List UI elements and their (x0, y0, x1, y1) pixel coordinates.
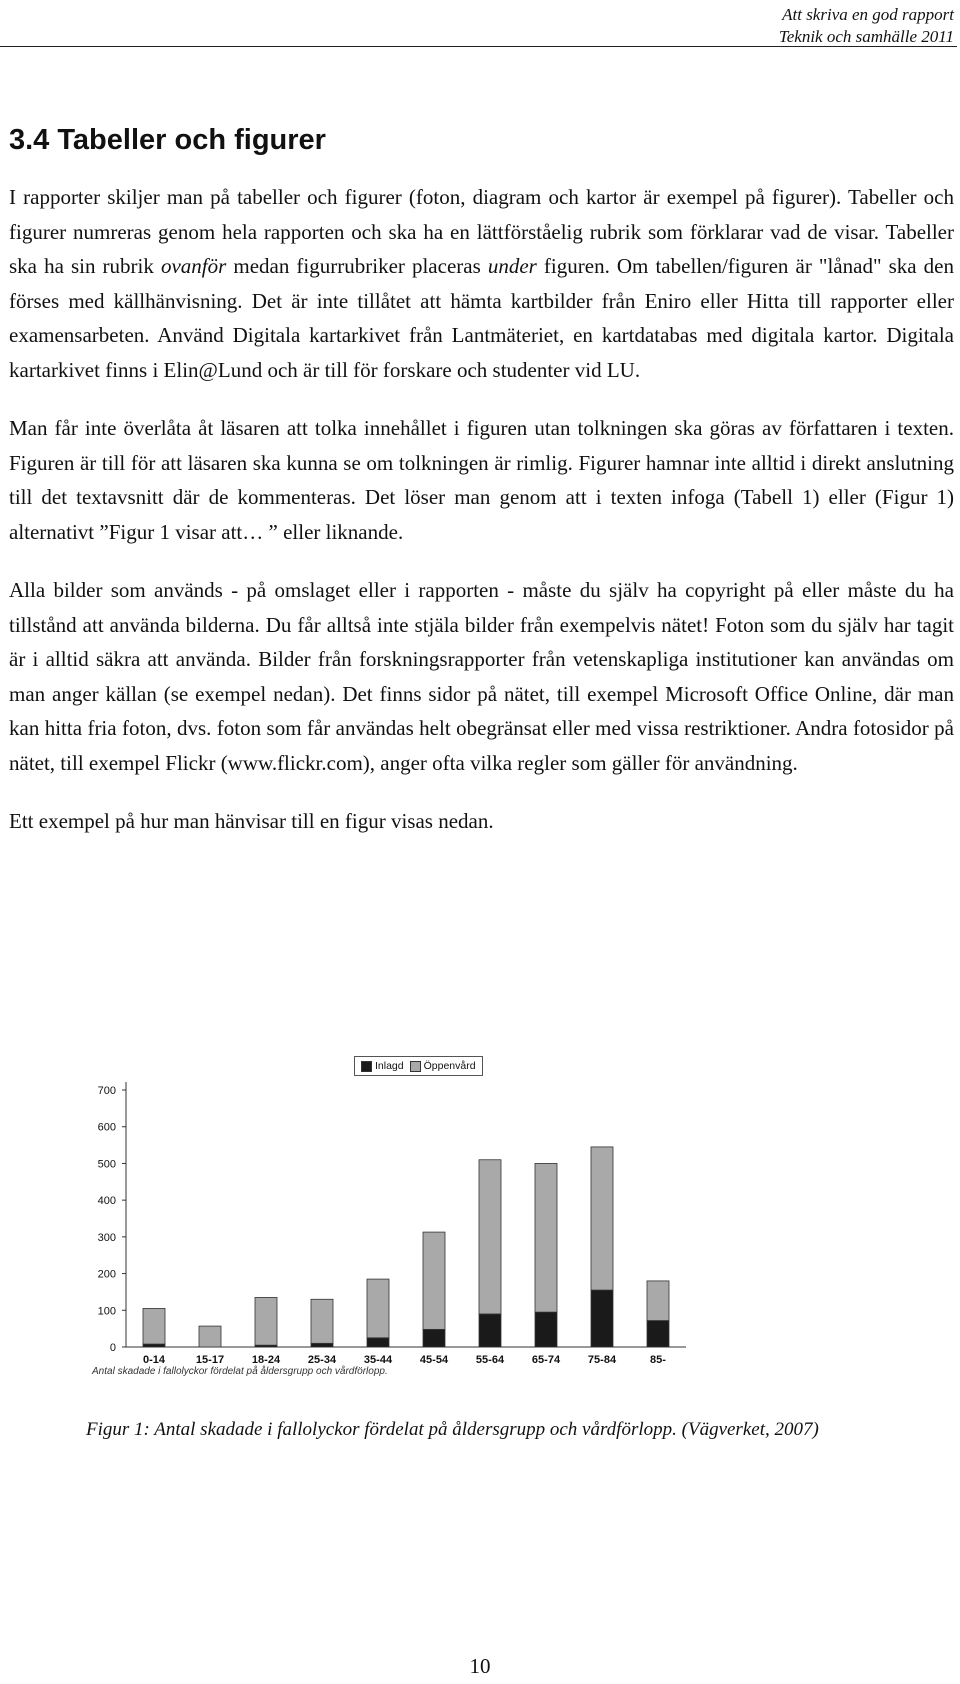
bar-oppenvard (199, 1326, 221, 1347)
paragraph-text: medan figurrubriker placeras (226, 254, 488, 278)
paragraph-text: figuren. Om tabellen/figuren är "lånad" ska den förses med källhänvisning. Det är inte tillåtet att hämta kartbilder från Eniro eller Hitta till rapporter eller examensarbeten. Använd Digitala kartarkivet från Lantmäteriet, en kartdatabas med digitala kartor. Digitala kartarkivet finns i Elin@Lund och är till för forskare och studenter vid LU. (9, 254, 954, 382)
x-tick-label: 85- (650, 1354, 666, 1366)
x-tick-label: 15-17 (195, 1354, 225, 1366)
bar-oppenvard (423, 1232, 445, 1329)
bar-inlagd (367, 1338, 389, 1347)
paragraph-interpretation: Man får inte överlåta åt läsaren att tolka innehållet i figuren utan tolkningen ska göras av författaren i texten. Figuren är till för att läsaren ska kunna se om tolkningen är rimlig. Figurer hamnar inte alltid i direkt anslutning till det textavsnitt där de kommenteras. Det löser man genom att i texten infoga (Tabell 1) eller (Figur 1) alternativt ”Figur 1 visar att… ” eller liknande. (9, 416, 954, 544)
y-tick-label: 500 (97, 1158, 116, 1171)
y-tick-label: 400 (97, 1195, 116, 1208)
legend-swatch-inlagd (361, 1061, 372, 1072)
x-tick-label: 35-44 (363, 1354, 393, 1366)
bar-inlagd (535, 1312, 557, 1347)
bar-oppenvard (591, 1147, 613, 1290)
x-tick-label: 25-34 (307, 1354, 337, 1366)
bar-oppenvard (535, 1163, 557, 1312)
header-divider (0, 46, 957, 47)
bar-inlagd (423, 1329, 445, 1347)
legend-entry-oppenvard (410, 1060, 476, 1072)
legend-entry-inlagd (361, 1060, 404, 1072)
emphasis-above: ovanför (160, 254, 227, 278)
bar-oppenvard (479, 1160, 501, 1314)
bar-oppenvard (367, 1279, 389, 1338)
bar-oppenvard (143, 1308, 165, 1344)
figure-caption: Figur 1: Antal skadade i fallolyckor fördelat på åldersgrupp och vårdförlopp. (Vägverket, 2007) (86, 1419, 819, 1440)
bar-oppenvard (647, 1281, 669, 1321)
y-tick-label: 0 (109, 1342, 116, 1354)
y-tick-label: 700 (97, 1085, 116, 1097)
page-number: 10 (469, 1654, 491, 1678)
paragraph-copyright: Alla bilder som används - på omslaget eller i rapporten - måste du själv ha copyright på eller måste du ha tillstånd att använda bilderna. Du får alltså inte stjäla bilder från exempelvis nätet! Foton som du själv har tagit är i alltid säkra att använda. Bilder från forskningsrapporter från vetenskapliga institutioner kan användas om man anger källan (se exempel nedan). Det finns sidor på nätet, till exempel Microsoft Office Online, där man kan hitta fria foton, dvs. foton som får användas helt obegränsat eller med vissa restriktioner. Andra fotosidor på nätet, till exempel Flickr (www.flickr.com), anger ofta vilka regler som gäller för användning. (9, 578, 954, 775)
running-header (354, 4, 954, 48)
bar-oppenvard (311, 1299, 333, 1343)
body-text (9, 180, 954, 863)
emphasis-below: under (487, 254, 537, 278)
paragraph-text: I rapporter skiljer man på tabeller och figurer (foton, diagram och kartor är exempel på figurer). Tabeller och figurer numreras genom hela rapporten och ska ha en lättförståelig rubrik som förklarar vad de visar. Tabeller ska ha sin rubrik (9, 185, 954, 278)
bar-oppenvard (255, 1297, 277, 1345)
section-heading: 3.4 Tabeller och figurer (9, 124, 326, 156)
paragraph-example-intro: Ett exempel på hur man hänvisar till en figur visas nedan. (9, 809, 494, 833)
bar-chart (86, 1052, 726, 1382)
x-tick-label: 18-24 (251, 1354, 281, 1366)
bar-inlagd (479, 1314, 501, 1347)
legend-label-oppenvard: Öppenvård (423, 1060, 476, 1072)
bar-inlagd (591, 1290, 613, 1347)
x-tick-label: 55-64 (475, 1354, 505, 1366)
x-tick-label: 0-14 (142, 1354, 166, 1366)
chart-canvas (86, 1052, 726, 1382)
y-tick-label: 100 (97, 1305, 116, 1318)
bar-inlagd (647, 1321, 669, 1347)
y-tick-label: 300 (97, 1231, 116, 1244)
x-tick-label: 75-84 (587, 1354, 617, 1366)
legend-label-inlagd: Inlagd (375, 1060, 404, 1072)
legend-swatch-oppenvard (410, 1061, 421, 1072)
x-tick-label: 45-54 (419, 1354, 449, 1366)
y-tick-label: 600 (97, 1121, 116, 1134)
bar-inlagd (311, 1343, 333, 1347)
x-tick-label: 65-74 (531, 1354, 561, 1366)
paragraph-tables-figures (9, 180, 954, 387)
chart-source-note: Antal skadade i fallolyckor fördelat på åldersgrupp och vårdförlopp. (92, 1366, 388, 1377)
y-tick-label: 200 (97, 1268, 116, 1281)
chart-legend (354, 1056, 483, 1076)
running-header-title: Att skriva en god rapport (782, 5, 954, 24)
running-header-course: Teknik och samhälle 2011 (778, 27, 954, 46)
bar-inlagd (143, 1344, 165, 1347)
